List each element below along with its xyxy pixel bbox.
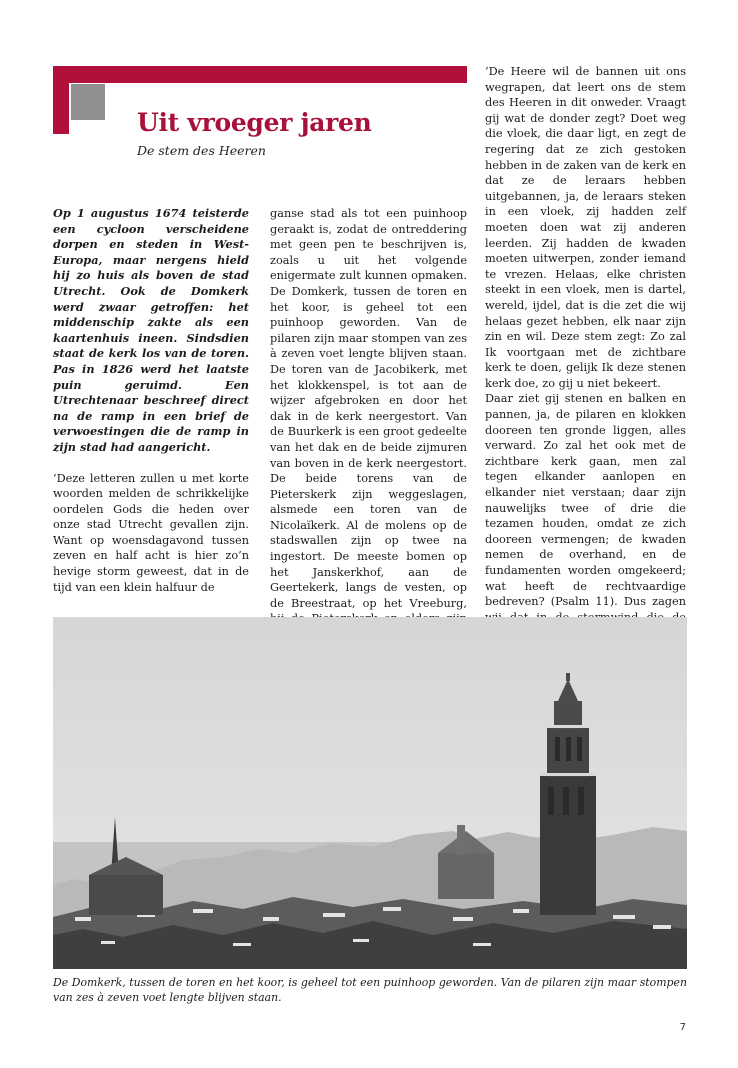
page-number: 7 bbox=[679, 1022, 686, 1033]
domtoren-snow-photo bbox=[53, 617, 687, 969]
page-subtitle: De stem des Heeren bbox=[137, 143, 266, 158]
header-grey-square bbox=[71, 84, 105, 120]
letter-quote: ‘Deze letteren zullen u met korte woorden melden de schrikkelijke oordelen Gods die heden over onze stad Utrecht gevallen zijn. Want op woensdagavond tussen zeven en half acht is hier zo’n hevige storm geweest, dat in de tijd van een klein halfuur de bbox=[53, 471, 249, 594]
header-accent-side bbox=[53, 66, 69, 134]
article-column-1 bbox=[53, 206, 249, 595]
letter-quote-continued: ganse stad als tot een puinhoop geraakt is, zodat de ontreddering met geen pen te beschrijven is, zoals u uit het volgende enigermate zult kunnen opmaken. De Domkerk, tussen de toren en het koor, is geheel tot een puinhoop geworden. Van de pilaren zijn maar stompen van zes à zeven voet lengte blijven staan. De toren van de Jacobikerk, met het klokkenspel, is tot aan de wijzer afgebroken en door het dak in de kerk neergestort. Van de Buurkerk is een groot gedeelte van het dak en de beide zijmuren van boven in de kerk neergestort. De beide torens van de Pieterskerk zijn weggeslagen, alsmede een toren van de Nicolaïkerk. Al de molens op de stadswallen zijn op twee na ingestort. De meeste bomen op het Janskerkhof, aan de Geertekerk, langs de vesten, op de Breestraat, op het Vreeburg, bbox=[270, 207, 467, 610]
photo-caption: De Domkerk, tussen de toren en het koor, is geheel tot een puinhoop geworden. Van de pilaren zijn maar stompen van zes à zeven voet lengte blijven staan. bbox=[53, 976, 687, 1004]
sermon-quote-paragraph-2: Daar ziet gij stenen en balken en pannen, ja, de pilaren en klokken dooreen ten gronde liggen, alles verward. Zo zal het ook met de zichtbare kerk gaan, men zal tegen elkander aanlopen en elkander niet verstaan; daar zijn nauwelijks twee of drie die tezamen houden, omdat ze zich dooreen vermengen; de kwaden nemen de overhand, en de fundamenten worden omgekeerd; wat heeft de rechtvaardige bedreven? (Psalm 11). Dus zagen bbox=[485, 392, 686, 609]
page-title: Uit vroeger jaren bbox=[137, 108, 372, 137]
sermon-quote-continued: ‘De Heere wil de bannen uit ons wegrapen, dat leert ons de stem des Heeren in dit onweder. Vraagt gij wat de donder zegt? Doet weg die vloek, die daar ligt, en zegt de regering dat ze zich gestoken hebben in de zaken van de kerk en dat ze de leraars hebben uitgebannen, ja, de leraars steken in een vloek, zij hadden zelf moeten doen wat zij anderen leerden. Zij hadden de kwaden moeten uitwerpen, zonder iemand te vrezen. Helaas, elke christen steekt in een vloek, men is dartel, wereld, ijdel, dat is die zet die wij helaas gezet hebben, elk naar zijn zin en wil. Deze stem zegt: Zo zal Ik voortgaan met de zichtbare kerk te doen, gelijk Ik deze stenen kerk doe, zo gij u niet bekeert. bbox=[485, 65, 686, 390]
article-intro: Op 1 augustus 1674 teisterde een cycloon verscheidene dorpen en steden in West-Europa, maar nergens hield hij zo huis als boven de stad Utrecht. Ook de Domkerk werd zwaar getroffen: het middenschip zakte als een kaartenhuis ineen. Sindsdien staat de kerk los van de toren. Pas in 1826 werd het laatste puin geruimd. Een Utrechtenaar beschreef direct na de ramp in een brief de verwoestingen die de ramp in zijn stad had aangericht. bbox=[53, 206, 249, 454]
header-accent-bar bbox=[53, 66, 467, 83]
